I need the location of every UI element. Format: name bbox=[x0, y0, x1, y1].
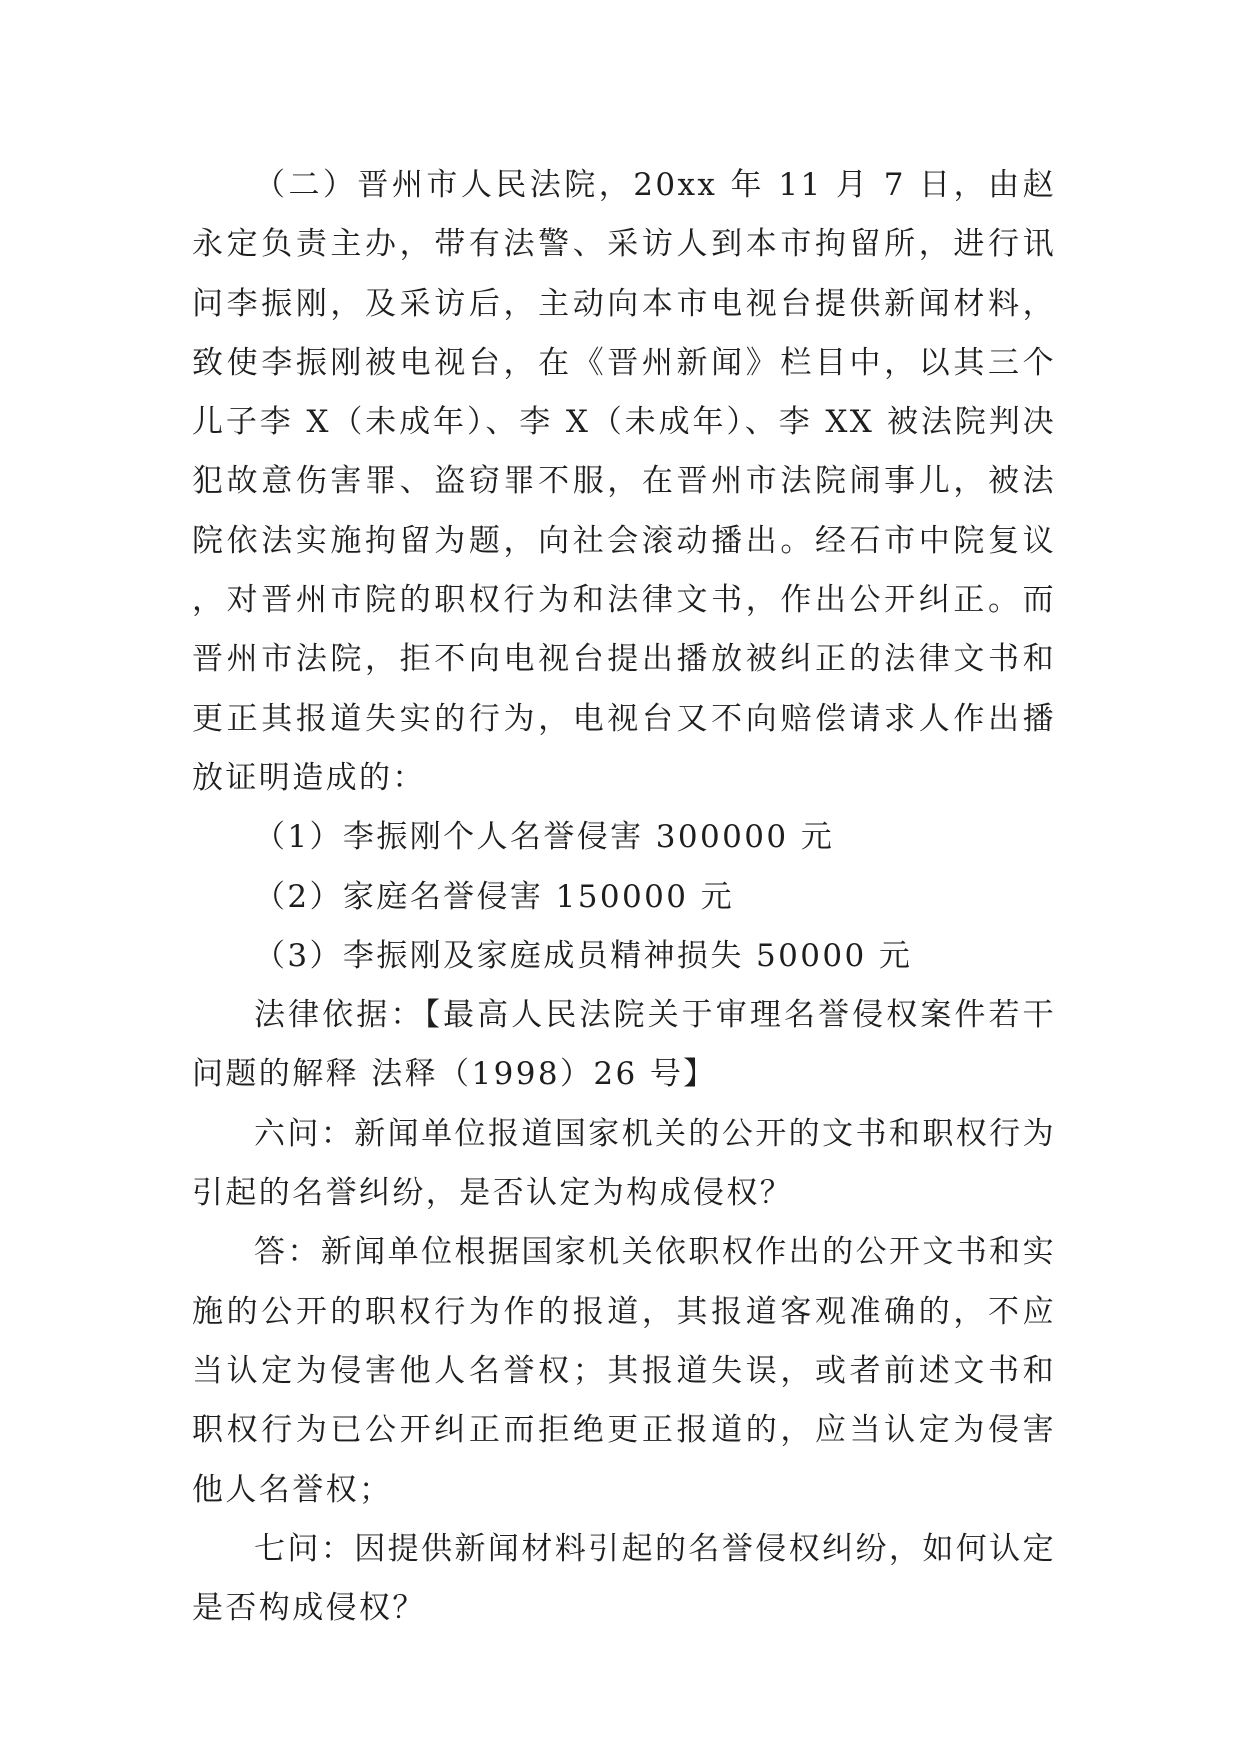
claim-item-personal-reputation: （1）李振刚个人名誉侵害 300000 元 bbox=[254, 819, 835, 856]
answer-six: 答：新闻单位根据国家机关依职权作出的公开文书和实施的公开的职权行为作的报道，其报道客观准确的，不应当认定为侵害他人名誉权；其报道失误，或者前述文书和职权行为已公开纠正而拒绝更正报道的，应当认定为侵害他人名誉权； bbox=[192, 1234, 1056, 1508]
document-body bbox=[192, 156, 1056, 1638]
paragraph-legal-basis: 法律依据：【最高人民法院关于审理名誉侵权案件若干问题的解释 法释（1998）26 号】 bbox=[192, 997, 1056, 1093]
claim-item-mental-damage: （3）李振刚及家庭成员精神损失 50000 元 bbox=[254, 937, 913, 974]
question-six: 六问：新闻单位报道国家机关的公开的文书和职权行为引起的名誉纠纷，是否认定为构成侵权？ bbox=[192, 1115, 1056, 1212]
question-seven: 七问：因提供新闻材料引起的名誉侵权纠纷，如何认定是否构成侵权？ bbox=[192, 1530, 1056, 1627]
paragraph-case-detail: （二）晋州市人民法院，20xx 年 11 月 7 日，由赵永定负责主办，带有法警、采访人到本市拘留所，进行讯问李振刚，及采访后，主动向本市电视台提供新闻材料，致使李振刚被电视台，在《晋州新闻》栏目中，以其三个儿子李 X（未成年）、李 X（未成年）、李 XX 被法院判决犯故意伤害罪、盗窃罪不服，在晋州市法院闹事儿，被法院依法实施拘留为题，向社会滚动播出。经石市中院复议，对晋州市院的职权行为和法律文书，作出公开纠正。而晋州市法院，拒不向电视台提出播放被纠正的法律文书和更正其报道失实的行为，电视台又不向赔偿请求人作出播放证明造成的： bbox=[192, 167, 1056, 796]
claim-item-family-reputation: （2）家庭名誉侵害 150000 元 bbox=[254, 878, 734, 915]
